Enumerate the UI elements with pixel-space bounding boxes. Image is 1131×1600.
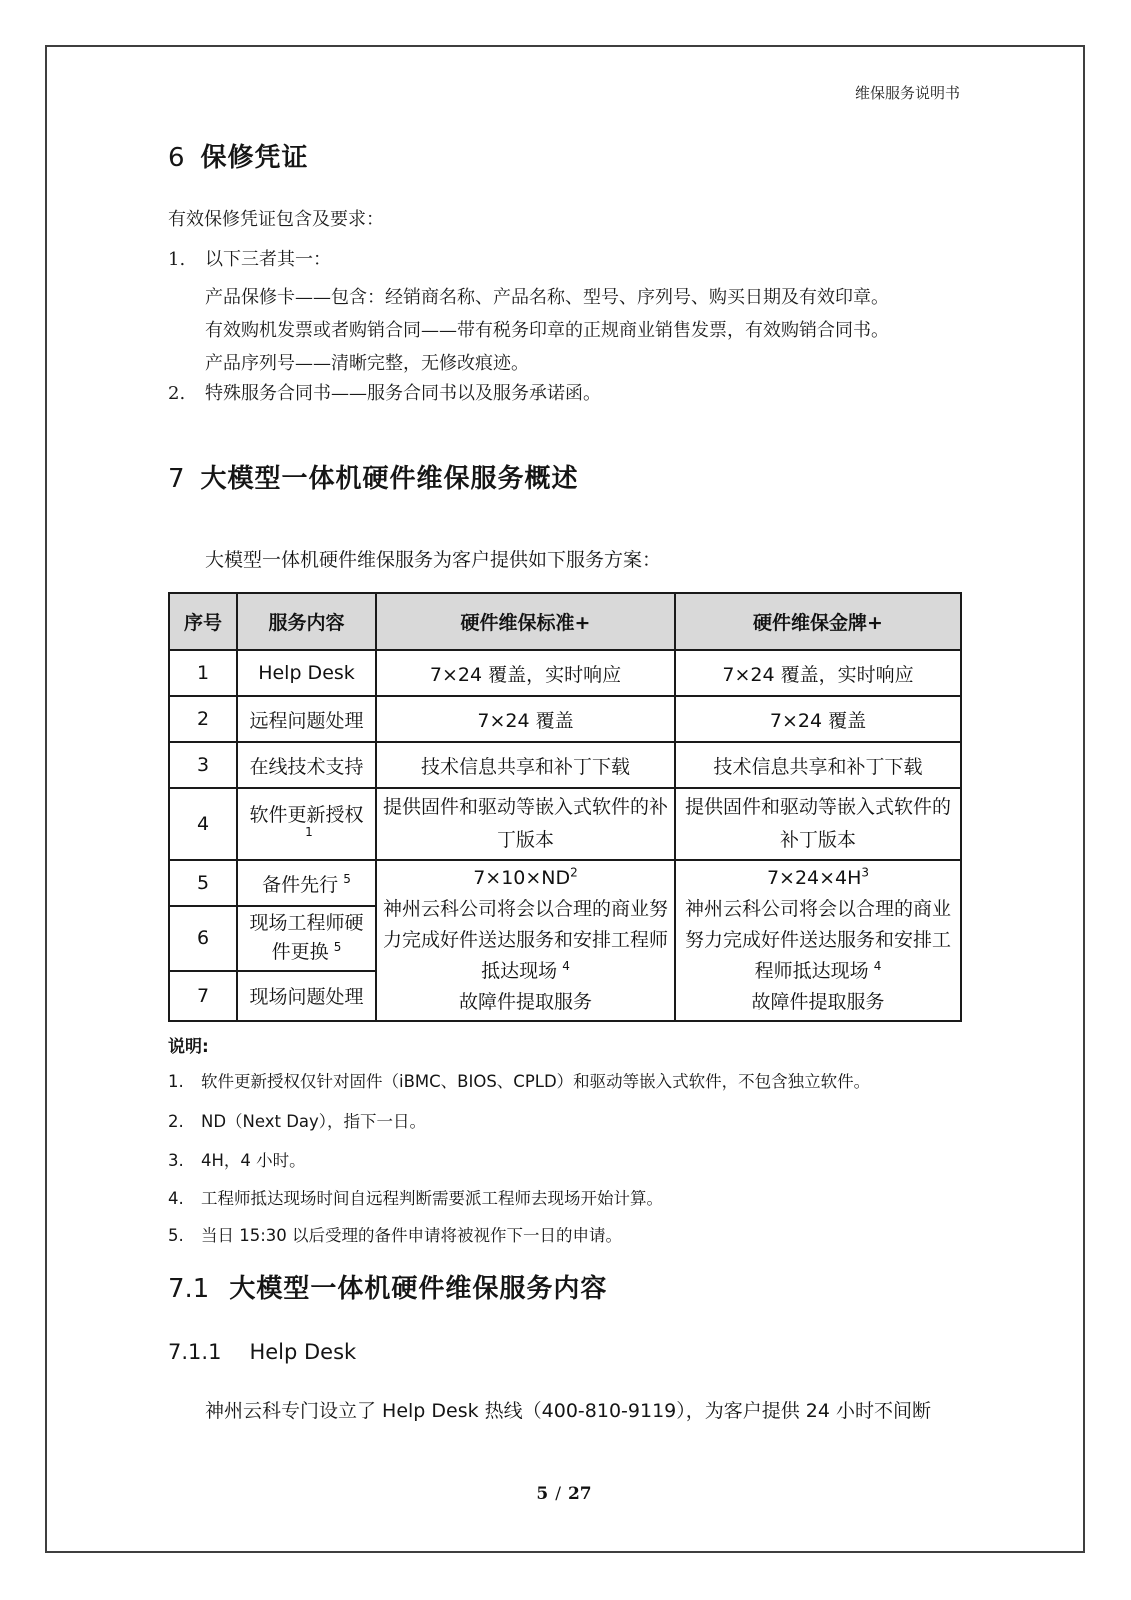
- warranty-proof-line-2: 有效购机发票或者购销合同——带有税务印章的正规商业销售发票，有效购销合同书。: [205, 320, 889, 341]
- cell-row2-standard: 7×24 覆盖: [376, 696, 675, 742]
- cell-row3-standard: 技术信息共享和补丁下载: [376, 742, 675, 788]
- section-7-1-1-heading: [168, 1338, 960, 1366]
- note-1-text: 软件更新授权仅针对固件（iBMC、BIOS、CPLD）和驱动等嵌入式软件，不包含独立软件。: [201, 1072, 871, 1091]
- table-row: [169, 696, 961, 742]
- standard-commitment: 神州云科公司将会以合理的商业努力完成好件送达服务和安排工程师抵达现场 $^4$: [383, 898, 669, 982]
- helpdesk-paragraph: 神州云科专门设立了 Help Desk 热线（400-810-9119），为客户提供 24 小时不间断: [205, 1400, 932, 1422]
- note-item-5: [168, 1224, 960, 1248]
- footnote-ref-1: 1: [305, 825, 313, 840]
- footnote-ref-3: 3: [861, 865, 870, 880]
- cell-merged-standard: [376, 860, 675, 1021]
- running-header: 维保服务说明书: [854, 84, 960, 102]
- note-5-number: 5.: [168, 1226, 184, 1245]
- cell-row6-service: 现场工程师硬件更换 $^5$: [237, 906, 376, 970]
- cell-row2-gold: 7×24 覆盖: [675, 696, 961, 742]
- cell-row4-no: 4: [169, 788, 237, 860]
- table-row: [169, 860, 961, 906]
- table-row: [169, 742, 961, 788]
- header-cell-standard: 硬件维保标准+: [376, 593, 675, 650]
- standard-pickup: 故障件提取服务: [458, 991, 592, 1013]
- gold-pickup: 故障件提取服务: [751, 991, 885, 1013]
- note-3-number: 3.: [168, 1151, 184, 1170]
- note-5-text: 当日 15:30 以后受理的备件申请将被视作下一日的申请。: [201, 1226, 623, 1245]
- cell-row3-no: 3: [169, 742, 237, 788]
- cell-row5-no: 5: [169, 860, 237, 906]
- cell-row1-service: Help Desk: [237, 650, 376, 696]
- section-7-1-number: 7.1: [168, 1274, 210, 1304]
- section-7-1-title: 大模型一体机硬件维保服务内容: [229, 1274, 608, 1304]
- list-item-1-text: 以下三者其一：: [205, 249, 331, 270]
- header-cell-service: 服务内容: [237, 593, 376, 650]
- section-7-title: 大模型一体机硬件维保服务概述: [200, 464, 579, 494]
- table-header-row: [169, 593, 961, 650]
- header-cell-gold: 硬件维保金牌+: [675, 593, 961, 650]
- warranty-proof-lines: [168, 281, 960, 380]
- page-number: 5: [536, 1484, 549, 1504]
- page-total: 27: [567, 1484, 592, 1504]
- table-row: [169, 788, 961, 860]
- note-2-text: ND（Next Day），指下一日。: [201, 1112, 427, 1131]
- standard-sla: 7×10×ND$^2$: [473, 865, 578, 889]
- section-7-intro: 大模型一体机硬件维保服务为客户提供如下服务方案：: [205, 549, 662, 571]
- note-item-4: [168, 1187, 960, 1211]
- cell-merged-gold: [675, 860, 961, 1021]
- page-content: [168, 0, 960, 1600]
- header-cell-index: 序号: [169, 593, 237, 650]
- section-7-1-1-title: Help Desk: [249, 1340, 357, 1364]
- note-item-1: [168, 1070, 960, 1094]
- note-item-2: [168, 1110, 960, 1134]
- section-7-1-1-number: 7.1.1: [168, 1340, 222, 1364]
- note-1-number: 1.: [168, 1072, 184, 1091]
- footnote-ref-4: 4: [873, 958, 882, 973]
- footnote-ref-4: 4: [562, 958, 570, 973]
- cell-row4-gold: 提供固件和驱动等嵌入式软件的补丁版本: [675, 788, 961, 860]
- note-item-3: [168, 1149, 960, 1173]
- section-7-number: 7: [168, 464, 185, 494]
- table-row: [169, 650, 961, 696]
- cell-row1-gold: 7×24 覆盖，实时响应: [675, 650, 961, 696]
- list-item-1: [168, 243, 960, 276]
- cell-row3-service: 在线技术支持: [237, 742, 376, 788]
- footnote-ref-2: 2: [570, 865, 578, 880]
- cell-row6-no: 6: [169, 906, 237, 970]
- note-2-number: 2.: [168, 1112, 184, 1131]
- list-item-2-text: 特殊服务合同书——服务合同书以及服务承诺函。: [205, 383, 601, 404]
- section-7-1-heading: [168, 1272, 960, 1306]
- footnote-ref-5: 5: [343, 872, 351, 887]
- page-footer: [168, 1484, 960, 1504]
- list-item-2-number: 2.: [168, 383, 186, 404]
- cell-row1-standard: 7×24 覆盖，实时响应: [376, 650, 675, 696]
- cell-row2-service: 远程问题处理: [237, 696, 376, 742]
- section-6-title: 保修凭证: [200, 143, 309, 173]
- list-item-2: [168, 377, 960, 410]
- note-4-text: 工程师抵达现场时间自远程判断需要派工程师去现场开始计算。: [201, 1189, 663, 1208]
- page-number-separator: /: [555, 1484, 561, 1504]
- footnote-ref-5: 5: [333, 940, 342, 955]
- warranty-proof-line-1: 产品保修卡——包含：经销商名称、产品名称、型号、序列号、购买日期及有效印章。: [205, 287, 889, 308]
- service-plan-table: [168, 592, 962, 1022]
- note-3-text: 4H，4 小时。: [201, 1151, 306, 1170]
- list-item-1-number: 1.: [168, 249, 186, 270]
- cell-row3-gold: 技术信息共享和补丁下载: [675, 742, 961, 788]
- cell-row4-standard: 提供固件和驱动等嵌入式软件的补丁版本: [376, 788, 675, 860]
- gold-commitment: 神州云科公司将会以合理的商业努力完成好件送达服务和安排工程师抵达现场 $^4$: [684, 898, 951, 982]
- section-7-heading: [168, 462, 960, 496]
- section-6-intro: 有效保修凭证包含及要求：: [168, 209, 384, 230]
- cell-row5-service: 备件先行 $^5$: [237, 860, 376, 906]
- gold-sla: 7×24×4H$^3$: [766, 865, 870, 889]
- cell-row7-service: 现场问题处理: [237, 971, 376, 1021]
- section-6-number: 6: [168, 143, 185, 173]
- cell-row7-no: 7: [169, 971, 237, 1021]
- cell-row4-service: 软件更新授权$^1$: [237, 788, 376, 860]
- warranty-proof-line-3: 产品序列号——清晰完整，无修改痕迹。: [205, 353, 529, 374]
- cell-row2-no: 2: [169, 696, 237, 742]
- notes-label: 说明:: [168, 1037, 209, 1057]
- section-6-heading: [168, 141, 960, 175]
- cell-row1-no: 1: [169, 650, 237, 696]
- note-4-number: 4.: [168, 1189, 184, 1208]
